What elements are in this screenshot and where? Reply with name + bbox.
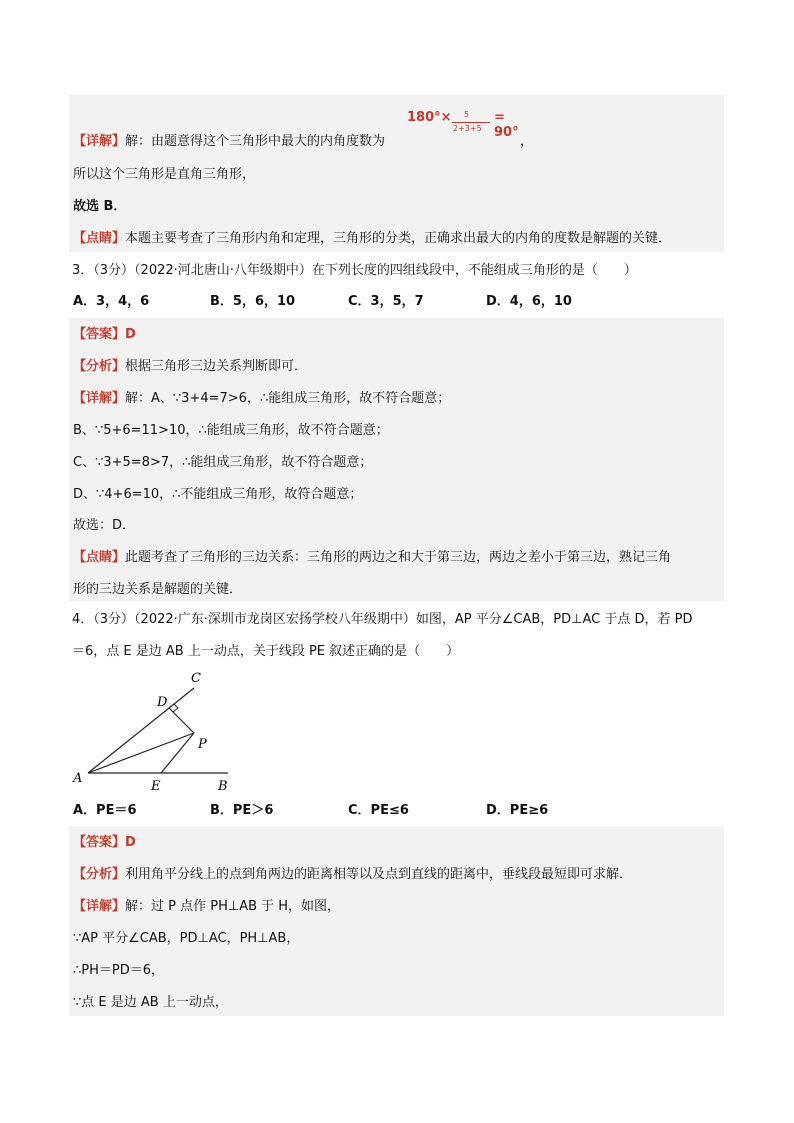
label-a: A: [73, 771, 83, 786]
label-d: D: [157, 695, 168, 710]
q3-dianjing-line2: 形的三边关系是解题的关键．: [73, 582, 243, 597]
q3-detail-b: B、∵5+6=11>10，∴能组成三角形，故不符合题意；: [73, 423, 389, 438]
analysis-tag: 【分析】: [73, 867, 126, 882]
label-c: C: [191, 671, 201, 686]
q3-detail-d: D、∵4+6=10，∴不能组成三角形，故符合题意；: [73, 487, 363, 502]
q3-option-a: A．3，4，6: [73, 294, 150, 309]
formula-denominator: 2+3+5: [453, 124, 482, 133]
q3-dianjing-line1: [73, 549, 671, 567]
q4-option-c: C．PE≤6: [348, 803, 409, 818]
q4-stem-line1: 4．（3分）（2022·广东·深圳市龙岗区宏扬学校八年级期中）如图，AP 平分∠CAB，PD⊥AC 于点 D，若 PD: [72, 612, 693, 627]
answer-value: D: [125, 835, 136, 850]
formula-numerator: 5: [464, 110, 470, 119]
q3-stem: 3．（3分）（2022·河北唐山·八年级期中）在下列长度的四组线段中，不能组成三角形的是（ ）: [72, 263, 637, 278]
dianjing-text: 本题主要考查了三角形内角和定理，三角形的分类，正确求出最大的内角的度数是解题的关键．: [125, 231, 672, 246]
q4-solution-block: [69, 826, 724, 1016]
dianjing-tag: 【点睛】: [73, 550, 126, 565]
q3-choose: 故选：D．: [73, 518, 136, 533]
q4-option-a: A．PE＝6: [73, 803, 137, 818]
segment-dp: [169, 708, 194, 733]
q2-detail-line: [73, 133, 385, 151]
q3-detail-a: [73, 390, 450, 408]
detail-text: 解：由题意得这个三角形中最大的内角度数为: [125, 134, 386, 149]
detail-text: 解：A、∵3+4=7>6，∴能组成三角形，故不符合题意；: [125, 391, 451, 406]
q4-detail-3: ∴PH＝PD＝6，: [73, 963, 165, 978]
label-p: P: [198, 737, 207, 752]
detail-tag: 【详解】: [73, 391, 126, 406]
q4-answer-line: [73, 834, 136, 852]
q2-choose: 故选 B．: [73, 199, 127, 214]
q4-option-b: B．PE＞6: [210, 803, 274, 818]
segment-ac: [88, 688, 194, 773]
q3-analysis-line: [73, 358, 307, 376]
analysis-text: 利用角平分线上的点到角两边的距离相等以及点到直线的距离中，垂线段最短即可求解．: [125, 867, 633, 882]
formula-right: = 90°: [494, 110, 519, 140]
right-angle-mark: [173, 704, 178, 712]
answer-value: D: [125, 327, 136, 342]
q3-option-d: D．4，6，10: [486, 294, 572, 309]
q4-analysis-line: [73, 866, 632, 884]
q2-line2: 所以这个三角形是直角三角形，: [73, 167, 256, 182]
q2-comma: ，: [520, 134, 534, 149]
q2-line3: [73, 198, 126, 216]
fraction-bar: [452, 122, 490, 123]
label-b: B: [218, 779, 228, 794]
answer-tag: 【答案】: [73, 327, 126, 342]
dianjing-tag: 【点睛】: [73, 231, 126, 246]
analysis-tag: 【分析】: [73, 359, 126, 374]
formula-left: 180°×: [407, 110, 452, 125]
q2-formula: [407, 110, 519, 140]
q3-option-b: B．5，6，10: [210, 294, 296, 309]
q3-answer-line: [73, 326, 136, 344]
detail-text: 解：过 P 点作 PH⊥AB 于 H，如图，: [125, 899, 341, 914]
q4-detail-4: ∵点 E 是边 AB 上一动点，: [73, 995, 228, 1010]
label-e: E: [151, 779, 161, 794]
q3-detail-c: C、∵3+5=8>7，∴能组成三角形，故不符合题意；: [73, 455, 373, 470]
answer-tag: 【答案】: [73, 835, 126, 850]
q3-option-c: C．3，5，7: [348, 294, 424, 309]
q4-stem-line2: ＝6，点 E 是边 AB 上一动点，关于线段 PE 叙述正确的是（ ）: [72, 644, 460, 659]
q4-option-d: D．PE≥6: [486, 803, 549, 818]
detail-tag: 【详解】: [73, 134, 126, 149]
analysis-text: 根据三角形三边关系判断即可．: [125, 359, 308, 374]
dianjing-text: 此题考查了三角形的三边关系：三角形的两边之和大于第三边，两边之差小于第三边，熟记三角: [125, 550, 672, 565]
detail-tag: 【详解】: [73, 899, 126, 914]
q2-dianjing-line: [73, 230, 671, 248]
q4-detail-2: ∵AP 平分∠CAB，PD⊥AC，PH⊥AB，: [73, 931, 300, 946]
q4-detail-1: [73, 898, 340, 916]
q4-geometry-figure: [70, 670, 240, 800]
